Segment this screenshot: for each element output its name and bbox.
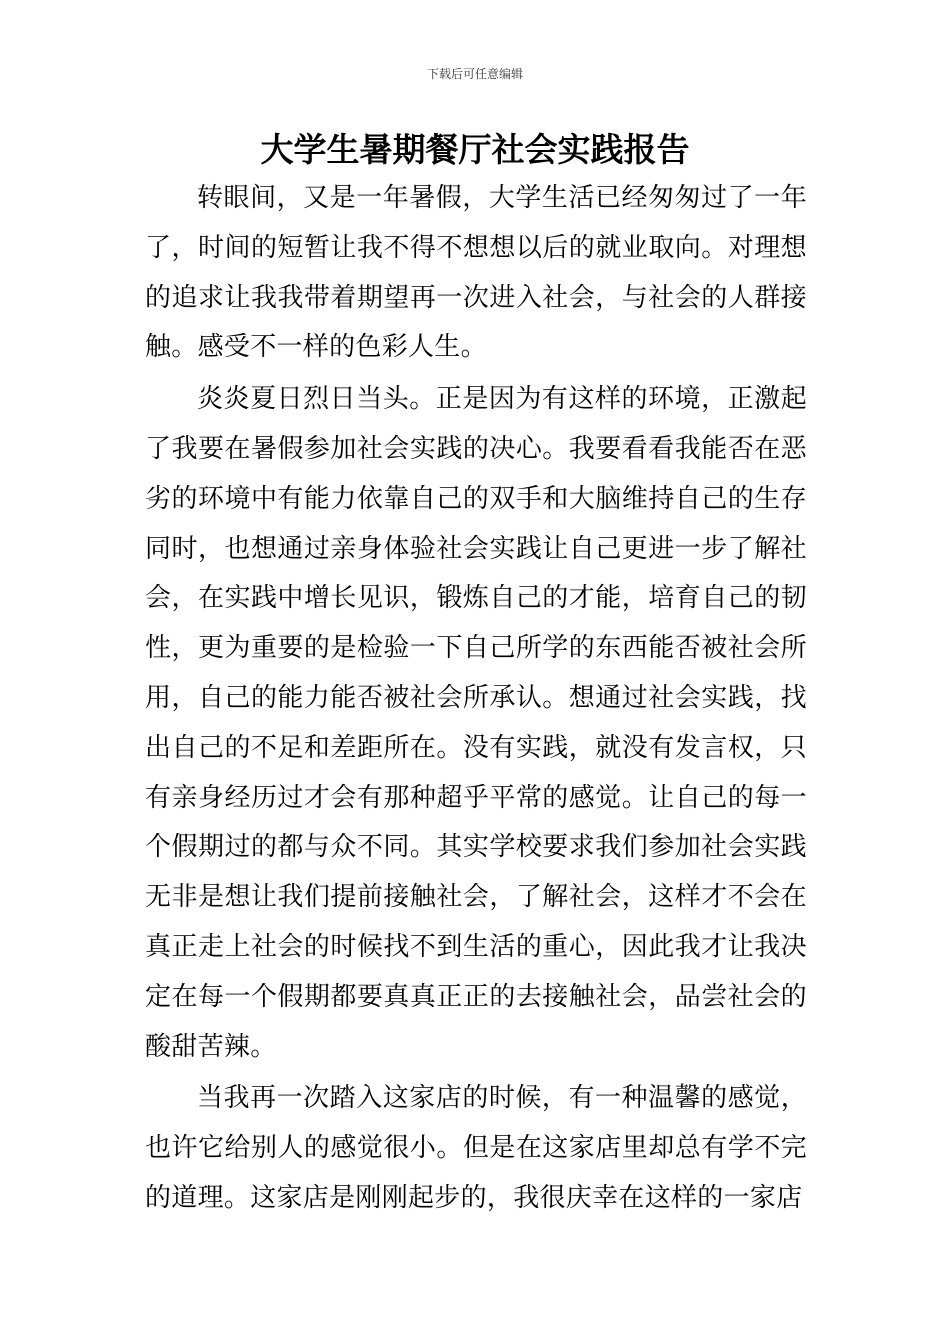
document-body — [145, 174, 807, 1226]
paragraph-1: 转眼间，又是一年暑假，大学生活已经匆匆过了一年了，时间的短暂让我不得不想想以后的就业取向。对理想的追求让我我带着期望再一次进入社会，与社会的人群接触。感受不一样的色彩人生。 — [145, 183, 807, 363]
header-note: 下载后可任意编辑 — [426, 67, 523, 81]
paragraph-2: 炎炎夏日烈日当头。正是因为有这样的环境，正激起了我要在暑假参加社会实践的决心。我要看看我能否在恶劣的环境中有能力依靠自己的双手和大脑维持自己的生存同时，也想通过亲身体验社会实践让自己更进一步了解社会，在实践中增长见识，锻炼自己的才能，培育自己的韧性，更为重要的是检验一下自己所学的东西能否被社会所用，自己的能力能否被社会所承认。想通过社会实践，找出自己的不足和差距所在。没有实践，就没有发言权，只有亲身经历过才会有那种超乎平常的感觉。让自己的每一个假期过的都与众不同。其实学校要求我们参加社会实践无非是想让我们提前接触社会，了解社会，这样才不会在真正走上社会的时候找不到生活的重心，因此我才让我决定在每一个假期都要真真正正的去接触社会，品尝社会的酸甜苦辣。 — [145, 384, 807, 1062]
document-title: 大学生暑期餐厅社会实践报告 — [260, 130, 690, 169]
paragraph-3: 当我再一次踏入这家店的时候，有一种温馨的感觉，也许它给别人的感觉很小。但是在这家店里却总有学不完的道理。这家店是刚刚起步的，我很庆幸在这样的一家店 — [145, 1083, 807, 1213]
